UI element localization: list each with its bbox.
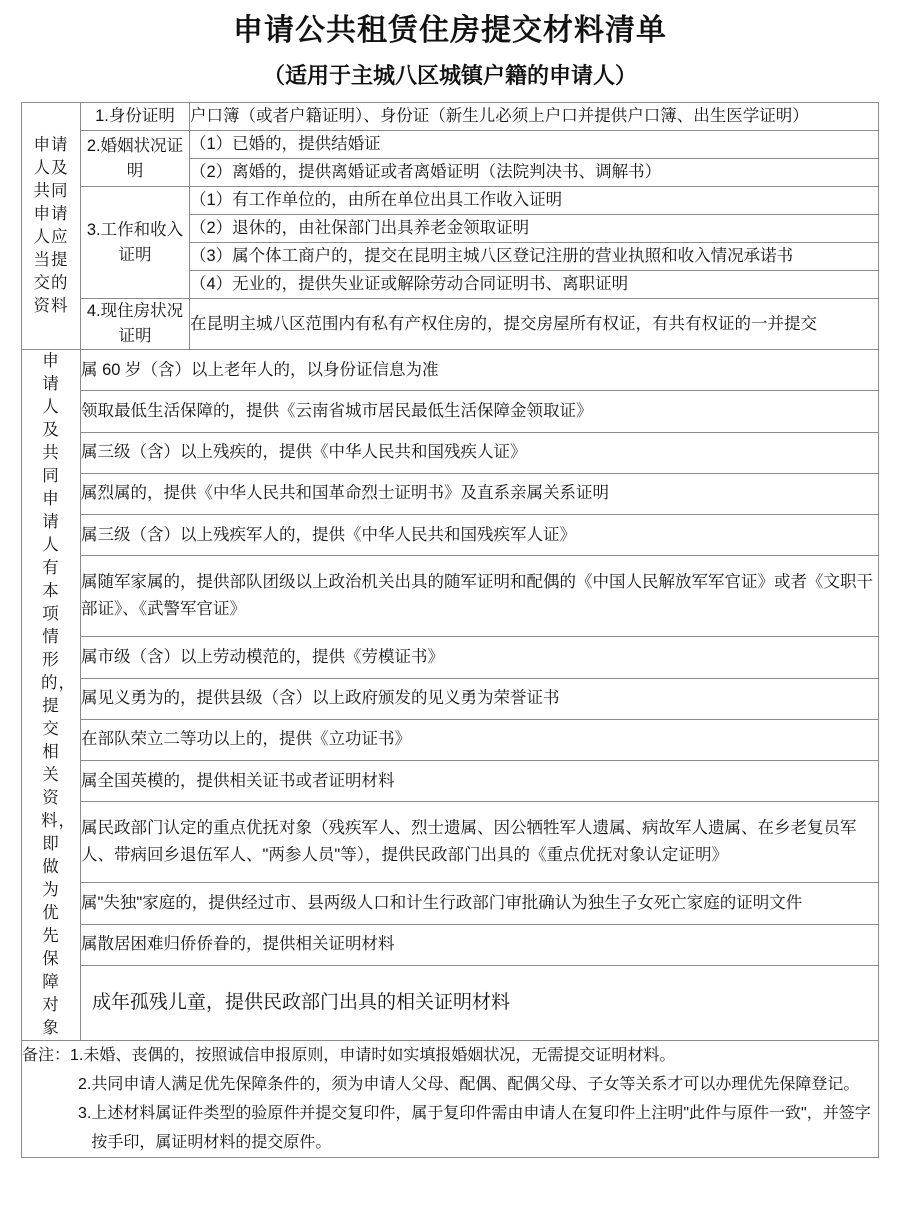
table-row [22,1041,879,1158]
table-row [22,802,879,883]
priority-item-8: 属见义勇为的，提供县级（含）以上政府颁发的见义勇为荣誉证书 [81,678,879,719]
section2-side-label-text: 申请人及共同申请人有本项情形的，提交相关资料，即做为优先保障对象 [41,352,76,1037]
category-housing: 4.现住房状况证明 [81,299,190,350]
priority-item-10: 属全国英模的，提供相关证书或者证明材料 [81,761,879,802]
item-housing-1: 在昆明主城八区范围内有私有产权住房的，提交房屋所有权证，有共有权证的一并提交 [190,299,879,350]
item-marriage-2: （2）离婚的，提供离婚证或者离婚证明（法院判决书、调解书） [190,159,879,187]
table-row [22,432,879,473]
materials-table [21,102,879,1158]
priority-item-11: 属民政部门认定的重点优抚对象（残疾军人、烈士遗属、因公牺牲军人遗属、病故军人遗属、在乡老复员军人、带病回乡退伍军人、"两参人员"等），提供民政部门出具的《重点优抚对象认定证明》 [81,802,879,883]
priority-item-6: 属随军家属的，提供部队团级以上政治机关出具的随军证明和配偶的《中国人民解放军军官证》或者《文职干部证》、《武警军官证》 [81,556,879,637]
item-marriage-1: （1）已婚的，提供结婚证 [190,131,879,159]
section1-side-label [22,103,81,350]
remark-note-1 [22,1041,878,1070]
table-row [22,965,879,1040]
item-income-2: （2）退休的，由社保部门出具养老金领取证明 [190,215,879,243]
remark-number-2: 2. [78,1076,92,1093]
remarks-label: 备注： [22,1047,71,1064]
section2-side-label [22,350,81,1041]
priority-item-2: 领取最低生活保障的，提供《云南省城市居民最低生活保障金领取证》 [81,391,879,432]
table-row [22,556,879,637]
table-row [22,637,879,678]
priority-item-14: 成年孤残儿童，提供民政部门出具的相关证明材料 [81,965,879,1040]
priority-item-3: 属三级（含）以上残疾的，提供《中华人民共和国残疾人证》 [81,432,879,473]
remark-text-1: 未婚、丧偶的，按照诚信申报原则，申请时如实填报婚姻状况，无需提交证明材料。 [83,1047,676,1064]
table-row [22,131,879,159]
table-row [22,678,879,719]
section1-side-label-text: 申请人及共同申请人应当提交的资料 [33,136,69,315]
remark-note-2 [22,1070,878,1099]
remark-number-1: 1. [70,1047,84,1064]
table-row [22,299,879,350]
priority-item-5: 属三级（含）以上残疾军人的，提供《中华人民共和国残疾军人证》 [81,515,879,556]
table-row [22,515,879,556]
priority-item-9: 在部队荣立二等功以上的，提供《立功证书》 [81,719,879,760]
remark-text-2: 共同申请人满足优先保障条件的，须为申请人父母、配偶、配偶父母、子女等关系才可以办理优先保障登记。 [91,1076,860,1093]
priority-item-13: 属散居困难归侨侨眷的，提供相关证明材料 [81,924,879,965]
table-row [22,924,879,965]
remark-text-3: 上述材料属证件类型的验原件并提交复印件，属于复印件需由申请人在复印件上注明"此件与原件一致"，并签字按手印，属证明材料的提交原件。 [91,1105,871,1151]
remarks-cell [22,1041,879,1158]
priority-item-12: 属"失独"家庭的，提供经过市、县两级人口和计生行政部门审批确认为独生子女死亡家庭的证明文件 [81,883,879,924]
item-income-3: （3）属个体工商户的，提交在昆明主城八区登记注册的营业执照和收入情况承诺书 [190,243,879,271]
category-marriage: 2.婚姻状况证明 [81,131,190,187]
table-row [22,103,879,131]
item-income-1: （1）有工作单位的，由所在单位出具工作收入证明 [190,187,879,215]
remark-number-3: 3. [78,1105,92,1122]
table-row [22,350,879,391]
page-title: 申请公共租赁住房提交材料清单 [233,14,667,47]
page-subtitle: （适用于主城八区城镇户籍的申请人） [262,63,637,88]
item-identity-1: 户口簿（或者户籍证明）、身份证（新生儿必须上户口并提供户口簿、出生医学证明） [190,103,879,131]
priority-item-7: 属市级（含）以上劳动模范的，提供《劳模证书》 [81,637,879,678]
priority-item-4: 属烈属的，提供《中华人民共和国革命烈士证明书》及直系亲属关系证明 [81,473,879,514]
item-income-4: （4）无业的，提供失业证或解除劳动合同证明书、离职证明 [190,271,879,299]
table-row [22,391,879,432]
category-identity: 1.身份证明 [81,103,190,131]
table-row [22,187,879,215]
remark-note-3 [22,1099,878,1157]
table-row [22,761,879,802]
table-row [22,719,879,760]
table-row [22,883,879,924]
category-income: 3.工作和收入证明 [81,187,190,299]
table-row [22,473,879,514]
priority-item-1: 属 60 岁（含）以上老年人的，以身份证信息为准 [81,350,879,391]
